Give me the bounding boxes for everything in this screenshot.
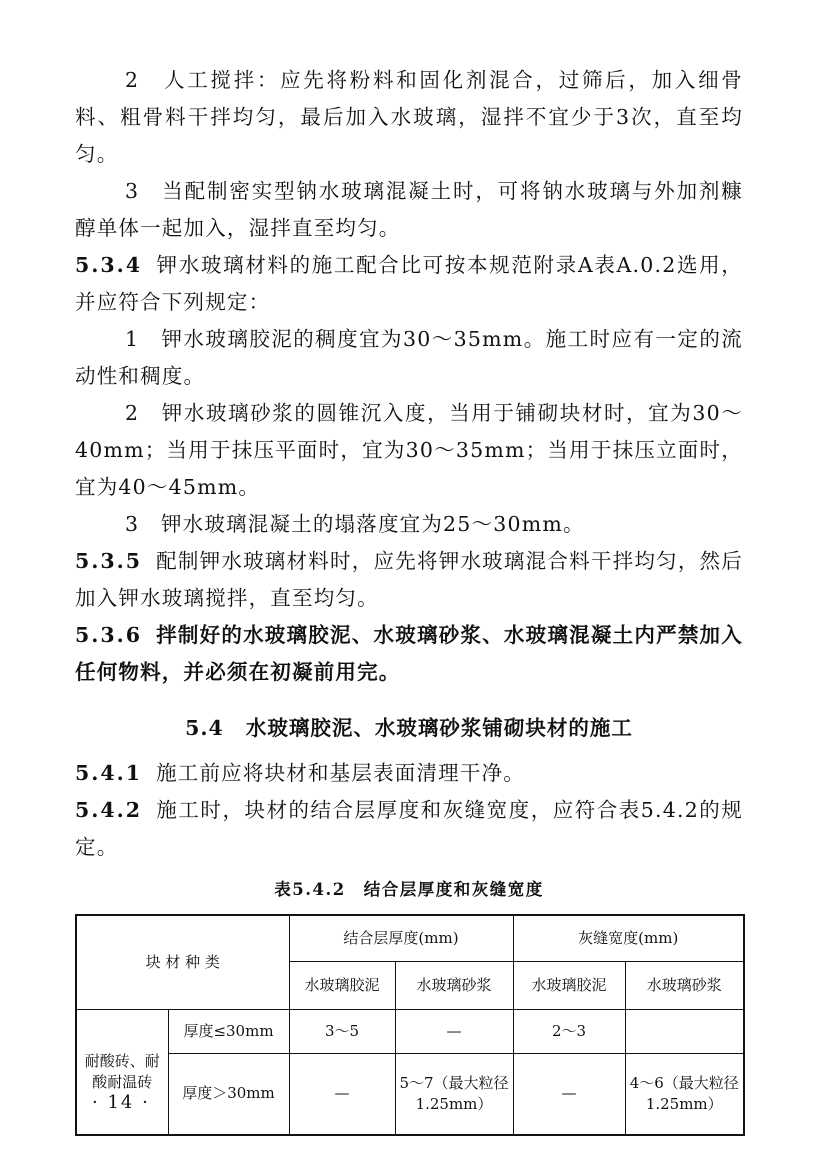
- clause-number: 5.3.4: [75, 253, 143, 277]
- thickness-cell: 厚度≤30mm: [168, 1009, 289, 1053]
- clause-text: 施工时，块材的结合层厚度和灰缝宽度，应符合表5.4.2的规定。: [75, 798, 743, 859]
- table-cell: —: [513, 1053, 625, 1135]
- table-cell: 2～3: [513, 1009, 625, 1053]
- paragraph-item-2: 2 人工搅拌：应先将粉料和固化剂混合，过筛后，加入细骨料、粗骨料干拌均匀，最后加入水玻璃，湿拌不宜少于3次，直至均匀。: [75, 68, 743, 166]
- section-heading: [75, 711, 743, 741]
- table-caption: 表5.4.2 结合层厚度和灰缝宽度: [274, 880, 544, 899]
- thickness-cell: 厚度＞30mm: [168, 1053, 289, 1135]
- clause-5-3-6: [75, 617, 743, 691]
- clause-text: 配制钾水玻璃材料时，应先将钾水玻璃混合料干拌均匀，然后加入钾水玻璃搅拌，直至均匀。: [75, 549, 743, 610]
- subheader-mortar-1: 水玻璃砂浆: [395, 961, 513, 1009]
- clause-text: 拌制好的水玻璃胶泥、水玻璃砂浆、水玻璃混凝土内严禁加入任何物料，并必须在初凝前用完。: [75, 623, 743, 684]
- table-cell: 4～6（最大粒径1.25mm）: [625, 1053, 744, 1135]
- clause-number: 5.3.5: [75, 549, 143, 573]
- header-bed-thickness: 结合层厚度(mm): [289, 915, 513, 961]
- table-cell: [625, 1009, 744, 1053]
- clause-number: 5.4.2: [75, 798, 143, 822]
- paragraph-item-3: 3 当配制密实型钠水玻璃混凝土时，可将钠水玻璃与外加剂糠醇单体一起加入，湿拌直至均匀。: [75, 179, 743, 240]
- section-title-text: 水玻璃胶泥、水玻璃砂浆铺砌块材的施工: [245, 716, 633, 740]
- subheader-cement-2: 水玻璃胶泥: [513, 961, 625, 1009]
- clause-text: 施工前应将块材和基层表面清理干净。: [156, 761, 525, 785]
- section-number: 5.4: [185, 716, 224, 740]
- page-number: · 14 ·: [92, 1092, 150, 1113]
- material-cell: 耐酸砖、耐酸耐温砖: [76, 1009, 168, 1135]
- paragraph-item-1: 1 钾水玻璃胶泥的稠度宜为30～35mm。施工时应有一定的流动性和稠度。: [75, 327, 743, 388]
- joint-width-table: [75, 914, 745, 1136]
- paragraph-item-2b: 2 钾水玻璃砂浆的圆锥沉入度，当用于铺砌块材时，宜为30～40mm；当用于抹压平面时，宜为30～35mm；当用于抹压立面时，宜为40～45mm。: [75, 401, 743, 499]
- subheader-mortar-2: 水玻璃砂浆: [625, 961, 744, 1009]
- header-block-type: 块 材 种 类: [76, 915, 289, 1009]
- table-cell: 5～7（最大粒径1.25mm）: [395, 1053, 513, 1135]
- clause-5-4-1: [75, 755, 743, 792]
- clause-text: 钾水玻璃材料的施工配合比可按本规范附录A表A.0.2选用，并应符合下列规定：: [75, 253, 743, 314]
- table-cell: —: [395, 1009, 513, 1053]
- header-joint-width: 灰缝宽度(mm): [513, 915, 744, 961]
- clause-5-3-5: [75, 543, 743, 617]
- paragraph-item-3b: 3 钾水玻璃混凝土的塌落度宜为25～30mm。: [125, 512, 585, 536]
- clause-5-3-4: [75, 247, 743, 321]
- table-cell: —: [289, 1053, 395, 1135]
- document-page: [75, 62, 743, 1136]
- clause-5-4-2: [75, 792, 743, 866]
- clause-number: 5.3.6: [75, 623, 143, 647]
- clause-number: 5.4.1: [75, 761, 143, 785]
- table-cell: 3～5: [289, 1009, 395, 1053]
- subheader-cement-1: 水玻璃胶泥: [289, 961, 395, 1009]
